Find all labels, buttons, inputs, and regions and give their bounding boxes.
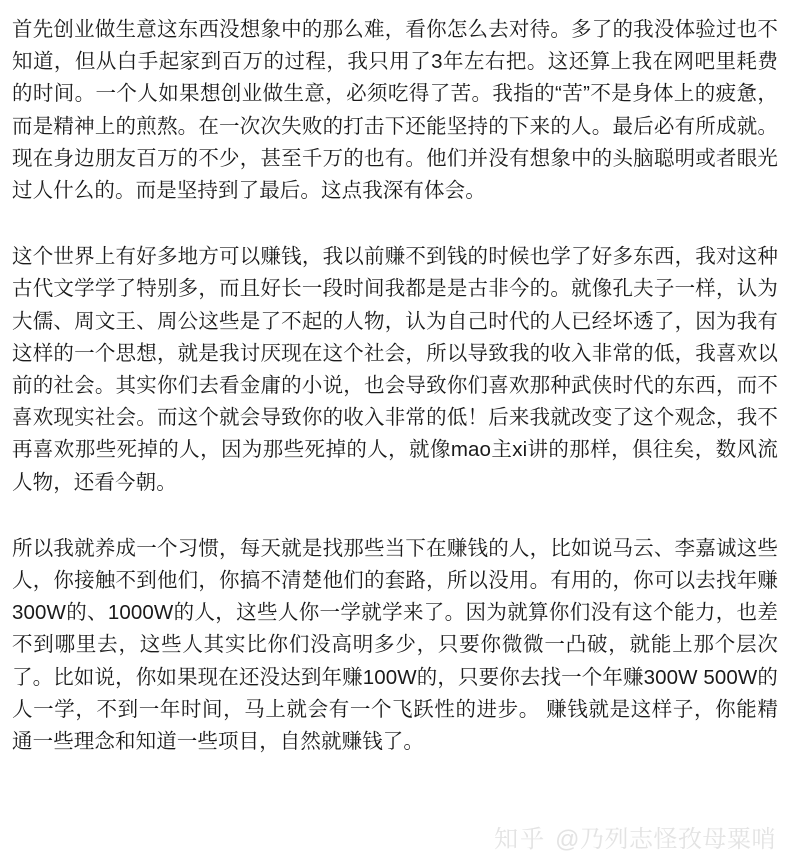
zhihu-logo-text: 知乎 xyxy=(494,826,547,853)
paragraph: 这个世界上有好多地方可以赚钱，我以前赚不到钱的时候也学了好多东西，我对这种古代文学学了特别多，而且好长一段时间我都是是古非今的。就像孔夫子一样，认为大儒、周文王、周公这些是了不起的人物，认为自己时代的人已经坏透了，因为我有这样的一个思想，就是我讨厌现在这个社会，所以导致我的收入非常的低，我喜欢以前的社会。其实你们去看金庸的小说，也会导致你们喜欢那种武侠时代的东西，而不喜欢现实社会。而这个就会导致你的收入非常的低！后来我就改变了这个观念，我不再喜欢那些死掉的人，因为那些死掉的人，就像mao主xi讲的那样，俱往矣，数风流人物，还看今朝。 xyxy=(12,245,778,494)
zhihu-author-handle: @乃列志怪孜母粟哨 xyxy=(555,826,776,853)
zhihu-watermark xyxy=(494,828,776,852)
paragraph: 首先创业做生意这东西没想象中的那么难，看你怎么去对待。多了的我没体验过也不知道，但从白手起家到百万的过程，我只用了3年左右把。这还算上我在网吧里耗费的时间。一个人如果想创业做生意，必须吃得了苦。我指的“苦”不是身体上的疲惫，而是精神上的煎熬。在一次次失败的打击下还能坚持的下来的人。最后必有所成就。现在身边朋友百万的不少，甚至千万的也有。他们并没有想象中的头脑聪明或者眼光过人什么的。而是坚持到了最后。这点我深有体会。 xyxy=(12,18,778,203)
paragraph: 所以我就养成一个习惯，每天就是找那些当下在赚钱的人，比如说马云、李嘉诚这些人，你接触不到他们，你搞不清楚他们的套路，所以没用。有用的，你可以去找年赚300W的、1000W的人，这些人你一学就学来了。因为就算你们没有这个能力，也差不到哪里去，这些人其实比你们没高明多少，只要你微微一凸破，就能上那个层次了。比如说，你如果现在还没达到年赚100W的，只要你去找一个年赚300W 500W的人一学，不到一年时间，马上就会有一个飞跃性的进步。 赚钱就是这样子，你能精通一些理念和知道一些项目，自然就赚钱了。 xyxy=(12,536,778,754)
